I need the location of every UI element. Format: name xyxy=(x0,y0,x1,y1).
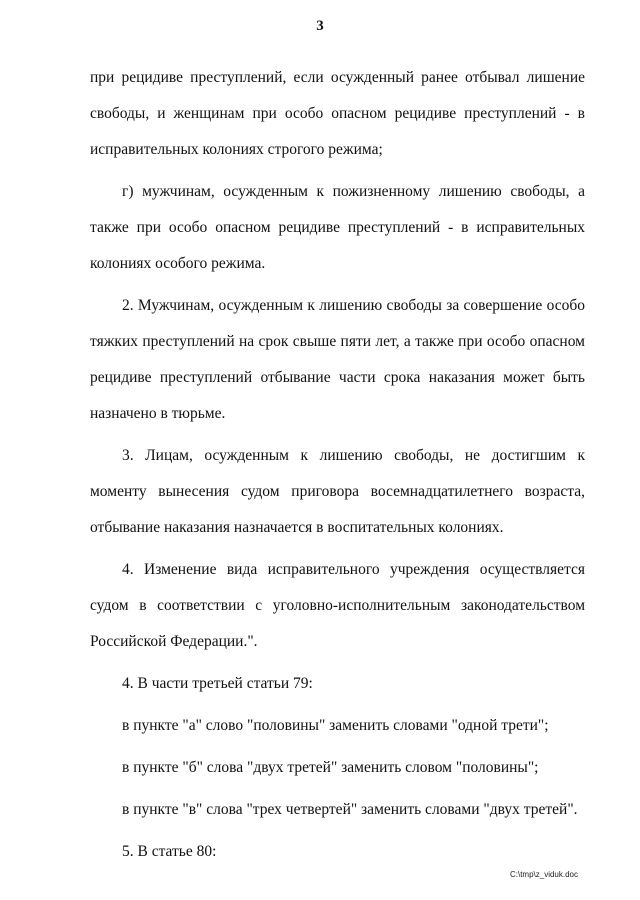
text-line: отбывание наказания назначается в воспитательных колониях. xyxy=(90,519,504,536)
text-line: 4. Изменение вида исправительного учреждения осуществляется xyxy=(122,561,585,578)
paragraph-item-v xyxy=(90,792,585,828)
paragraph-article-79 xyxy=(90,666,585,702)
text-line: 3. Лицам, осужденным к лишению свободы, не достигшим к xyxy=(122,447,585,464)
text-line: колониях особого режима. xyxy=(90,255,266,272)
text-line: 5. В статье 80: xyxy=(122,843,217,860)
text-line: исправительных колониях строгого режима; xyxy=(90,141,383,158)
text-line: в пункте "а" слово "половины" заменить словами "одной трети"; xyxy=(122,717,549,734)
text-line: при рецидиве преступлений, если осужденный ранее отбывал лишение xyxy=(90,69,585,86)
text-line: в пункте "в" слова "трех четвертей" заменить словами "двух третей". xyxy=(122,801,578,818)
paragraph-article-80 xyxy=(90,834,585,870)
text-line: тяжких преступлений на срок свыше пяти лет, а также при особо опасном xyxy=(90,333,585,350)
text-line: г) мужчинам, осужденным к пожизненному лишению свободы, а xyxy=(122,183,585,200)
text-line: свободы, и женщинам при особо опасном рецидиве преступлений - в xyxy=(90,105,585,122)
text-line: Российской Федерации.". xyxy=(90,633,258,650)
text-line: 2. Мужчинам, осужденным к лишению свободы за совершение особо xyxy=(122,297,585,314)
text-line: назначено в тюрьме. xyxy=(90,405,226,422)
text-line: также при особо опасном рецидиве преступлений - в исправительных xyxy=(90,219,585,236)
footer-file-path: C:\tmp\z_viduk.doc xyxy=(509,870,578,879)
paragraph-continuation xyxy=(90,60,585,168)
paragraph-point-3 xyxy=(90,438,585,546)
paragraph-item-b xyxy=(90,750,585,786)
paragraph-point-4 xyxy=(90,552,585,660)
paragraph-item-a xyxy=(90,708,585,744)
text-line: судом в соответствии с уголовно-исполнительным законодательством xyxy=(90,597,585,614)
text-line: рецидиве преступлений отбывание части срока наказания может быть xyxy=(90,369,585,386)
document-body xyxy=(90,60,585,876)
paragraph-point-2 xyxy=(90,288,585,432)
page-number: 3 xyxy=(316,18,324,34)
text-line: моменту вынесения судом приговора восемнадцатилетнего возраста, xyxy=(90,483,585,500)
text-line: в пункте "б" слова "двух третей" заменить словом "половины"; xyxy=(122,759,539,776)
paragraph-item-g xyxy=(90,174,585,282)
text-line: 4. В части третьей статьи 79: xyxy=(122,675,313,692)
